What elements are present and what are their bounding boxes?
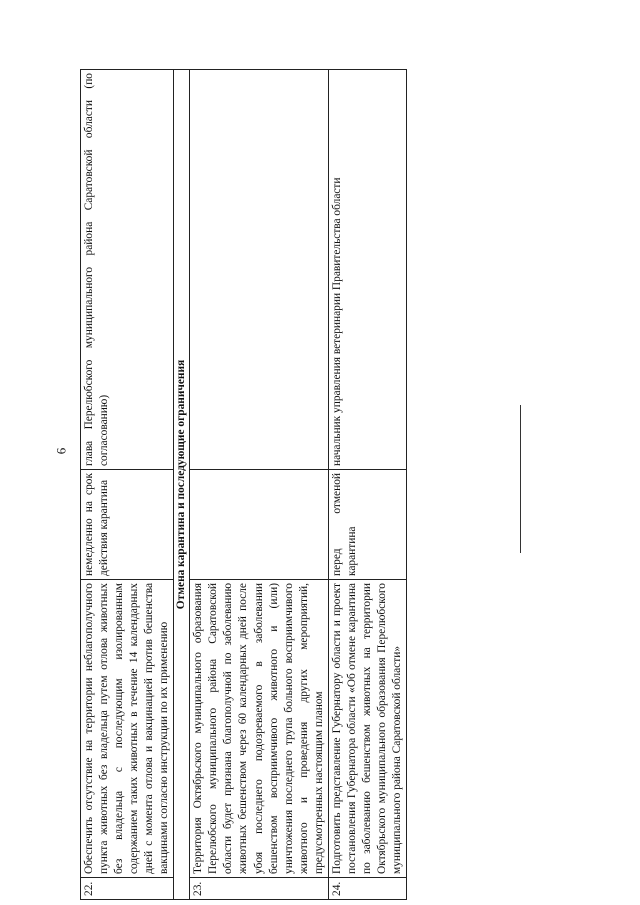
row-number: 22. (81, 878, 174, 900)
table-row (81, 70, 174, 900)
term-text: перед отменой карантина (328, 470, 406, 580)
table-row (328, 70, 406, 900)
term-text: немедленно на срок действия карантина (81, 470, 174, 580)
row-number: 24. (328, 878, 406, 900)
measure-text: Подготовить представление Губернатору области и проект постановления Губернатора области «Об отмене карантина по заболеванию бешенством животных на территории Октябрьского муниципального образования Перелюбского муниципального района Саратовской области» (328, 580, 406, 878)
section-row (174, 70, 190, 900)
measure-text: Обеспечить отсутствие на территории неблагополучного пункта животных без владельца путем отлова животных без владельца с последующим изолированным содержанием таких животных в течение 14 календарных дней с момента отлова и вакцинацией против бешенства вакцинами согласно инструкции по их применению (81, 580, 174, 878)
table-row (190, 70, 328, 900)
closing-rule (520, 405, 521, 553)
measure-text: Территория Октябрьского муниципального образования Перелюбского муниципального района Саратовской области будет признана благополучной по заболеванию животных бешенством через 60 календарных дней после убоя последнего подозреваемого в заболевании бешенством восприимчивого животного и (или) уничтожения последнего трупа больного восприимчивого животного и проведения других мероприятий, предусмотренных настоящим планом (190, 580, 328, 878)
page-number: 6 (53, 447, 69, 455)
plan-sheet (80, 70, 600, 900)
responsible-text: начальник управления ветеринарии Правительства области (328, 70, 406, 470)
measures-table (80, 69, 407, 900)
responsible-text (190, 70, 328, 470)
row-number: 23. (190, 878, 328, 900)
responsible-text: глава Перелюбского муниципального района Саратовской области (по согласованию) (81, 70, 174, 470)
term-text (190, 470, 328, 580)
section-title: Отмена карантина и последующие ограничения (174, 70, 190, 900)
